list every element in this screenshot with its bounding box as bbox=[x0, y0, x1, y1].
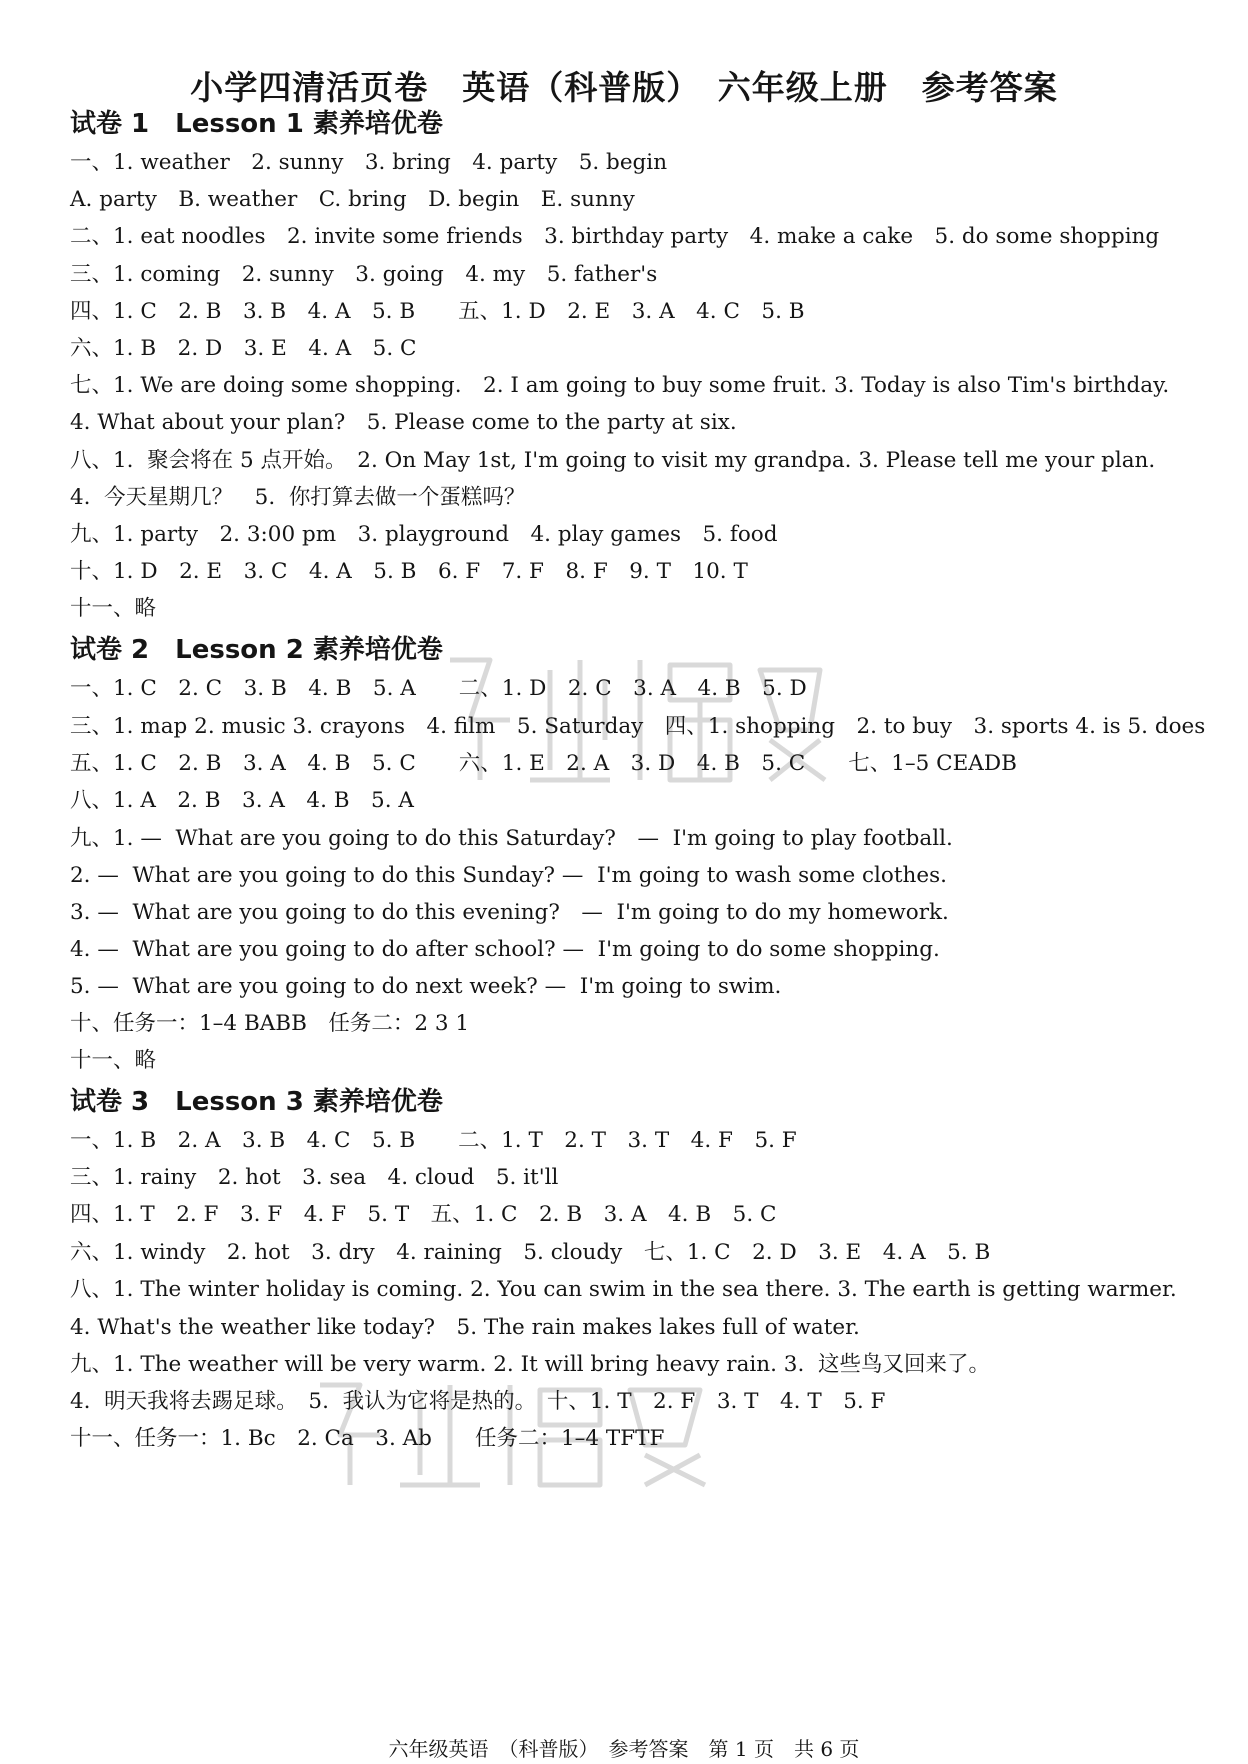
answer-line: 4. What's the weather like today? 5. The rain makes lakes full of water. bbox=[70, 1315, 860, 1340]
answer-line: 六、1. B 2. D 3. E 4. A 5. C bbox=[70, 336, 417, 361]
answer-line: 二、1. eat noodles 2. invite some friends 3. birthday party 4. make a cake 5. do some shopping bbox=[70, 224, 1160, 249]
answer-line: 五、1. C 2. B 3. A 4. B 5. C 六、1. E 2. A 3. D 4. B 5. C 七、1–5 CEADB bbox=[70, 751, 1017, 776]
answer-line: 5. — What are you going to do next week? — I'm going to swim. bbox=[70, 974, 782, 999]
answer-line: 十一、任务一：1. Bc 2. Ca 3. Ab 任务二：1–4 TFTF bbox=[70, 1426, 665, 1451]
answer-line: 3. — What are you going to do this evening? — I'm going to do my homework. bbox=[70, 900, 949, 925]
section-heading-1: 试卷 1 Lesson 1 素养培优卷 bbox=[70, 109, 443, 139]
answer-line: 八、1. 聚会将在 5 点开始。 2. On May 1st, I'm going to visit my grandpa. 3. Please tell me your plan. bbox=[70, 448, 1156, 473]
answer-line: 十、1. D 2. E 3. C 4. A 5. B 6. F 7. F 8. F 9. T 10. T bbox=[70, 559, 748, 584]
answer-line: 4. What about your plan? 5. Please come to the party at six. bbox=[70, 410, 737, 435]
answer-line: 4. — What are you going to do after school? — I'm going to do some shopping. bbox=[70, 937, 940, 962]
page-footer: 六年级英语 （科普版） 参考答案 第 1 页 共 6 页 bbox=[388, 1737, 860, 1761]
section-heading-3: 试卷 3 Lesson 3 素养培优卷 bbox=[70, 1087, 443, 1117]
answer-line: 4. 今天星期几？ 5. 你打算去做一个蛋糕吗？ bbox=[70, 485, 526, 510]
answer-line: 九、1. The weather will be very warm. 2. It will bring heavy rain. 3. 这些鸟又回来了。 bbox=[70, 1352, 990, 1377]
answer-line: 2. — What are you going to do this Sunday? — I'm going to wash some clothes. bbox=[70, 863, 947, 888]
answer-line: 十一、略 bbox=[70, 596, 157, 621]
answer-line: 一、1. B 2. A 3. B 4. C 5. B 二、1. T 2. T 3. T 4. F 5. F bbox=[70, 1128, 797, 1153]
answer-line: 三、1. map 2. music 3. crayons 4. film 5. Saturday 四、1. shopping 2. to buy 3. sports 4. is 5. does bbox=[70, 714, 1206, 739]
answer-line: 九、1. — What are you going to do this Saturday? — I'm going to play football. bbox=[70, 826, 953, 851]
answer-line: 三、1. coming 2. sunny 3. going 4. my 5. father's bbox=[70, 262, 658, 287]
answer-line: 七、1. We are doing some shopping. 2. I am going to buy some fruit. 3. Today is also Tim's birthday. bbox=[70, 373, 1170, 398]
answer-line: 十一、略 bbox=[70, 1048, 157, 1073]
answer-line: 六、1. windy 2. hot 3. dry 4. raining 5. cloudy 七、1. C 2. D 3. E 4. A 5. B bbox=[70, 1240, 991, 1265]
section-heading-2: 试卷 2 Lesson 2 素养培优卷 bbox=[70, 635, 443, 665]
page-title: 小学四清活页卷 英语（科普版） 六年级上册 参考答案 bbox=[190, 68, 1058, 107]
answer-line: 八、1. A 2. B 3. A 4. B 5. A bbox=[70, 788, 414, 813]
answer-line: 一、1. weather 2. sunny 3. bring 4. party 5. begin bbox=[70, 150, 668, 175]
answer-line: 四、1. T 2. F 3. F 4. F 5. T 五、1. C 2. B 3. A 4. B 5. C bbox=[70, 1202, 777, 1227]
answer-line: 三、1. rainy 2. hot 3. sea 4. cloud 5. it'll bbox=[70, 1165, 559, 1190]
answer-line: 九、1. party 2. 3:00 pm 3. playground 4. play games 5. food bbox=[70, 522, 778, 547]
answer-line: 一、1. C 2. C 3. B 4. B 5. A 二、1. D 2. C 3. A 4. B 5. D bbox=[70, 676, 807, 701]
answer-line: 八、1. The winter holiday is coming. 2. You can swim in the sea there. 3. The earth is getting warmer. bbox=[70, 1277, 1177, 1302]
answer-line: 4. 明天我将去踢足球。 5. 我认为它将是热的。 十、1. T 2. F 3. T 4. T 5. F bbox=[70, 1389, 886, 1414]
answer-line: 四、1. C 2. B 3. B 4. A 5. B 五、1. D 2. E 3. A 4. C 5. B bbox=[70, 299, 805, 324]
answer-line: 十、任务一：1–4 BABB 任务二：2 3 1 bbox=[70, 1011, 470, 1036]
answer-line: A. party B. weather C. bring D. begin E. sunny bbox=[70, 187, 635, 212]
